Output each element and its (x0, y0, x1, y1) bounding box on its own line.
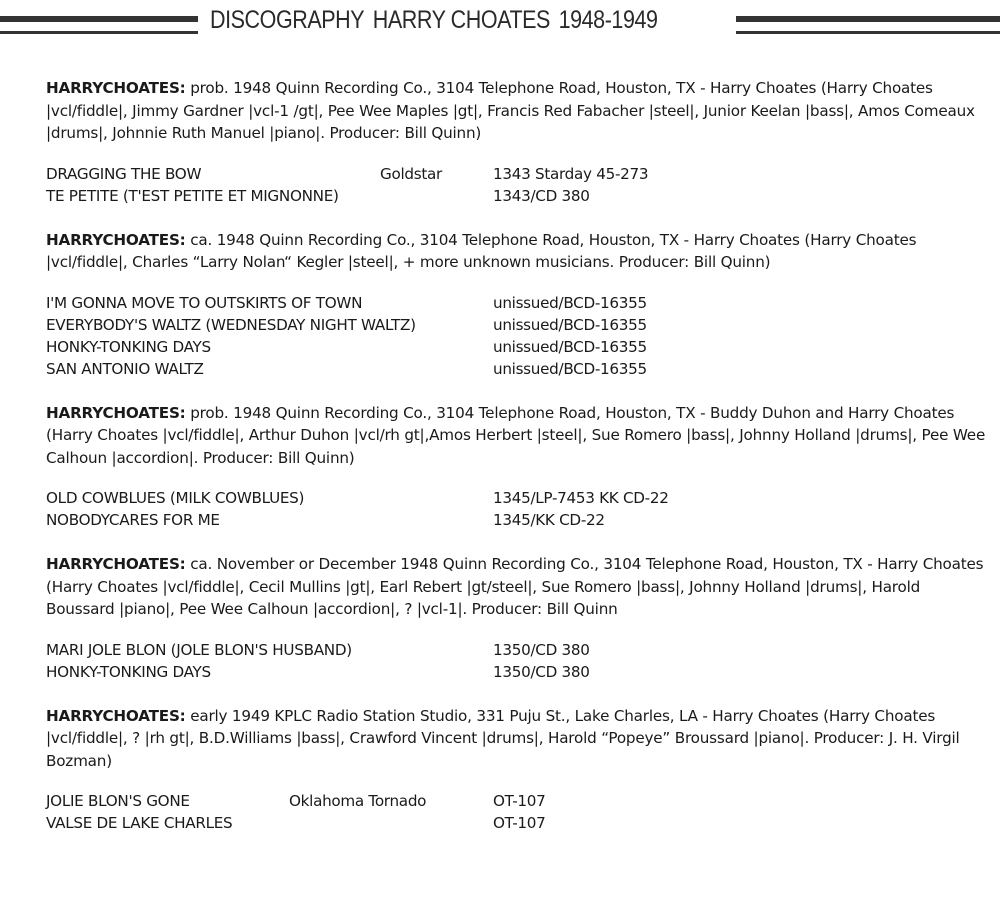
track-row (46, 639, 991, 661)
track-list (46, 487, 991, 531)
track-title: HONKY-TONKING DAYS (46, 337, 211, 356)
title-artist: HARRY CHOATES (372, 6, 550, 34)
track-title: I'M GONNA MOVE TO OUTSKIRTS OF TOWN (46, 293, 363, 312)
track-row (46, 358, 991, 380)
track-row (46, 790, 991, 812)
track-catalog: unissued/BCD-16355 (493, 337, 647, 356)
page-title (210, 6, 657, 35)
track-row (46, 314, 991, 336)
session-info (46, 77, 991, 145)
track-title: VALSE DE LAKE CHARLES (46, 814, 233, 832)
track-label: Goldstar (380, 164, 442, 183)
session-info (46, 553, 991, 621)
track-row (46, 509, 991, 531)
session-details: ca. November or December 1948 Quinn Recording Co., 3104 Telephone Road, Houston, TX - Harry Choates (Harry Choates |vcl/fiddle|, Cecil Mullins |gt|, Earl Rebert |gt/steel|, Sue Romero |bass|, Johnny Holland |drums|, Harold Boussard |piano|, Pee Wee Calhoun |accordion|, ? |vcl-1|. Producer: Bill Quinn (46, 555, 984, 618)
session-details: prob. 1948 Quinn Recording Co., 3104 Telephone Road, Houston, TX - Buddy Duhon and Harry Choates (Harry Choates |vcl/fiddle|, Arthur Duhon |vcl/rh gt|,Amos Herbert |steel|, Sue Romero |bass|, Johnny Holland |drums|, Pee Wee Calhoun |accordion|. Producer: Bill Quinn) (46, 403, 986, 467)
track-title: SAN ANTONIO WALTZ (46, 359, 204, 378)
track-catalog: 1345/KK CD-22 (493, 511, 605, 529)
track-catalog: 1350/CD 380 (493, 640, 590, 659)
track-catalog: 1345/LP-7453 KK CD-22 (493, 489, 669, 507)
session-info (46, 402, 991, 470)
track-row (46, 661, 991, 683)
session-details: ca. 1948 Quinn Recording Co., 3104 Telephone Road, Houston, TX - Harry Choates (Harry Choates |vcl/fiddle|, Charles “Larry Nolan“ Kegler |steel|, + more unknown musicians. Producer: Bill Quinn) (46, 230, 917, 271)
session-artist: HARRYCHOATES: (46, 555, 186, 573)
title-discography: DISCOGRAPHY (210, 6, 365, 34)
track-row (46, 163, 991, 185)
header-rule-right-thick (736, 16, 1000, 22)
session-artist: HARRYCHOATES: (46, 706, 186, 725)
track-label: Oklahoma Tornado (289, 792, 427, 810)
discography-content (46, 77, 991, 856)
track-catalog: unissued/BCD-16355 (493, 293, 647, 312)
track-title: HONKY-TONKING DAYS (46, 662, 211, 681)
track-row (46, 812, 991, 834)
track-row (46, 336, 991, 358)
session-artist: HARRYCHOATES: (46, 403, 186, 422)
track-title: OLD COWBLUES (MILK COWBLUES) (46, 489, 305, 507)
track-row (46, 487, 991, 509)
track-title: EVERYBODY'S WALTZ (WEDNESDAY NIGHT WALTZ) (46, 315, 416, 334)
header-rule-left-thin (0, 31, 198, 34)
track-catalog: OT-107 (493, 814, 546, 832)
session-info (46, 705, 991, 773)
session-artist: HARRYCHOATES: (46, 230, 186, 249)
track-title: JOLIE BLON'S GONE (46, 792, 190, 810)
track-list (46, 790, 991, 834)
track-list (46, 639, 991, 683)
session-info (46, 229, 991, 274)
title-years: 1948-1949 (558, 6, 658, 34)
track-list (46, 292, 991, 380)
session-artist: HARRYCHOATES: (46, 79, 186, 97)
header-rule-right-thin (736, 31, 1000, 34)
track-catalog: 1350/CD 380 (493, 662, 590, 681)
track-title: NOBODYCARES FOR ME (46, 511, 220, 529)
track-catalog: 1343 Starday 45-273 (493, 164, 649, 183)
session-details: early 1949 KPLC Radio Station Studio, 331 Puju St., Lake Charles, LA - Harry Choates (Harry Choates |vcl/fiddle|, ? |rh gt|, B.D.Williams |bass|, Crawford Vincent |drums|, Harold “Popeye” Broussard |piano|. Producer: J. H. Virgil Bozman) (46, 706, 960, 770)
track-catalog: OT-107 (493, 792, 546, 810)
session-details: prob. 1948 Quinn Recording Co., 3104 Telephone Road, Houston, TX - Harry Choates (Harry Choates |vcl/fiddle|, Jimmy Gardner |vcl-1 /gt|, Pee Wee Maples |gt|, Francis Red Fabacher |steel|, Junior Keelan |bass|, Amos Comeaux |drums|, Johnnie Ruth Manuel |piano|. Producer: Bill Quinn) (46, 79, 975, 142)
track-title: DRAGGING THE BOW (46, 164, 202, 183)
track-row (46, 185, 991, 207)
track-catalog: 1343/CD 380 (493, 186, 590, 205)
header-rule-left-thick (0, 16, 198, 22)
track-title: MARI JOLE BLON (JOLE BLON'S HUSBAND) (46, 640, 352, 659)
page-header (0, 0, 1000, 48)
track-catalog: unissued/BCD-16355 (493, 359, 647, 378)
track-row (46, 292, 991, 314)
track-catalog: unissued/BCD-16355 (493, 315, 647, 334)
track-list (46, 163, 991, 207)
track-title: TE PETITE (T'EST PETITE ET MIGNONNE) (46, 186, 339, 205)
